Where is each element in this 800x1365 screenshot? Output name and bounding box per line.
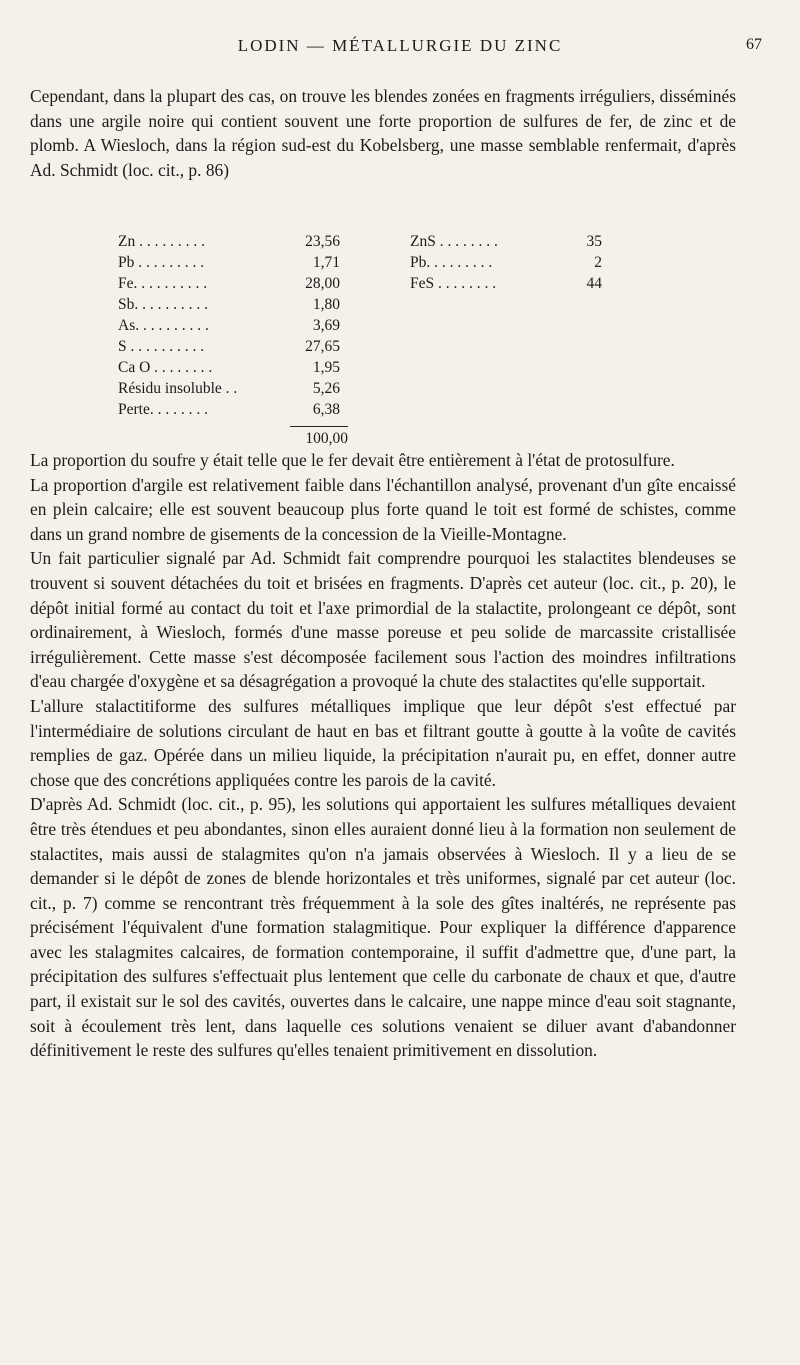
- analysis-label: Perte. . . . . . . .: [118, 401, 208, 418]
- analysis-value: 23,56: [305, 233, 340, 250]
- analysis-value: 1,95: [312, 359, 340, 376]
- intro-paragraph: Cependant, dans la plupart des cas, on trouve les blendes zonées en fragments irréguliers, disséminés dans une argile noire qui contient souvent une forte proportion de sulfures de fer, de zinc et de plomb. A Wiesloch, dans la région sud-est du Kobelsberg, une masse semblable renfermait, d'après Ad. Schmidt (loc. cit., p. 86): [30, 86, 736, 180]
- page-number: 67: [746, 36, 762, 53]
- analysis-label: ZnS . . . . . . . .: [410, 233, 498, 250]
- analysis-label: Fe. . . . . . . . . .: [118, 275, 208, 292]
- analysis-value: 35: [586, 233, 602, 250]
- body-paragraph: D'après Ad. Schmidt (loc. cit., p. 95), les solutions qui apportaient les sulfures métalliques devaient être très étendues et peu abondantes, sinon elles auraient donné lieu à la formation non seulement de stalactites, mais aussi de stalagmites qu'on n'a jamais observées à Wiesloch. Il y a lieu de se demander si le dépôt de zones de blende horizontales et très uniformes, signalé par cet auteur (loc. cit., p. 7) comme se rencontrant très fréquemment à la sole des gîtes inaltérés, ne représente pas précisément l'équivalent d'une formation stalagmitique. Pour expliquer la différence d'apparence avec les stalagmites calcaires, de formation contemporaine, il suffit d'admettre que, d'une part, la précipitation des sulfures s'effectuait plus lentement que celle du carbonate de chaux et que, d'autre part, il existait sur le sol des cavités, ouvertes dans le calcaire, une nappe mince d'eau soit stagnante, soit à écoulement très lent, dans laquelle ces solutions venaient se diluer avant d'abandonner définitivement le reste des sulfures qu'elles tenaient primitivement en dissolution.: [30, 794, 736, 1061]
- analysis-value: 5,26: [312, 380, 340, 397]
- analysis-label: As. . . . . . . . . .: [118, 317, 209, 334]
- analysis-label: S . . . . . . . . . .: [118, 338, 205, 355]
- analysis-value: 3,69: [312, 317, 340, 334]
- body-paragraph: Un fait particulier signalé par Ad. Schmidt fait comprendre pourquoi les stalactites blendeuses se trouvent si souvent détachées du toit et brisées en fragments. D'après cet auteur (loc. cit., p. 20), le dépôt initial formé au contact du toit et l'axe primordial de la stalactite, prolongeant ce dépôt, sont ordinairement, à Wiesloch, formés d'une masse poreuse et peu solide de marcassite cristallisée irrégulièrement. Cette masse s'est décomposée facilement sous l'action des moindres infiltrations d'eau chargée d'oxygène et sa désagrégation a provoqué la chute des stalactites qu'elle supportait.: [30, 548, 736, 692]
- analysis-value: 28,00: [305, 275, 340, 292]
- body-paragraph: L'allure stalactitiforme des sulfures métalliques implique que leur dépôt s'est effectué par l'intermédiaire de solutions circulant de haut en bas et filtrant goutte à goutte à la voûte de cavités remplies de gaz. Opérée dans un milieu liquide, la précipitation n'aurait pu, en effet, donner autre chose que des concrétions appliquées contre les parois de la cavité.: [30, 695, 736, 790]
- running-header: [0, 36, 800, 60]
- analysis-value: 27,65: [305, 338, 340, 355]
- body-paragraph: La proportion du soufre y était telle que le fer devait être entièrement à l'état de protosulfure.: [30, 450, 675, 470]
- analysis-label: FeS . . . . . . . .: [410, 275, 497, 292]
- analysis-label: Résidu insoluble . .: [118, 380, 238, 397]
- analysis-label: Pb. . . . . . . . .: [410, 254, 493, 271]
- analysis-value: 1,71: [312, 254, 340, 271]
- analysis-value: 44: [586, 275, 602, 292]
- analysis-label: Zn . . . . . . . . .: [118, 233, 205, 250]
- analysis-total: 100,00: [305, 430, 348, 447]
- body-text: [30, 448, 736, 1063]
- analysis-label: Pb . . . . . . . . .: [118, 254, 205, 271]
- total-rule: [290, 426, 348, 427]
- analysis-value: 1,80: [312, 296, 340, 313]
- analysis-value: 6,38: [312, 401, 340, 418]
- body-paragraph: La proportion d'argile est relativement faible dans l'échantillon analysé, provenant d'un gîte encaissé en plein calcaire; elle est souvent beaucoup plus forte quand le toit est formé de schistes, comme dans un grand nombre de gisements de la concession de la Vieille-Montagne.: [30, 474, 736, 544]
- intro-paragraph-block: [30, 84, 736, 182]
- analysis-label: Ca O . . . . . . . .: [118, 359, 213, 376]
- running-title: LODIN — MÉTALLURGIE DU ZINC: [237, 36, 563, 55]
- analysis-value: 2: [594, 254, 602, 271]
- analysis-label: Sb. . . . . . . . . .: [118, 296, 208, 313]
